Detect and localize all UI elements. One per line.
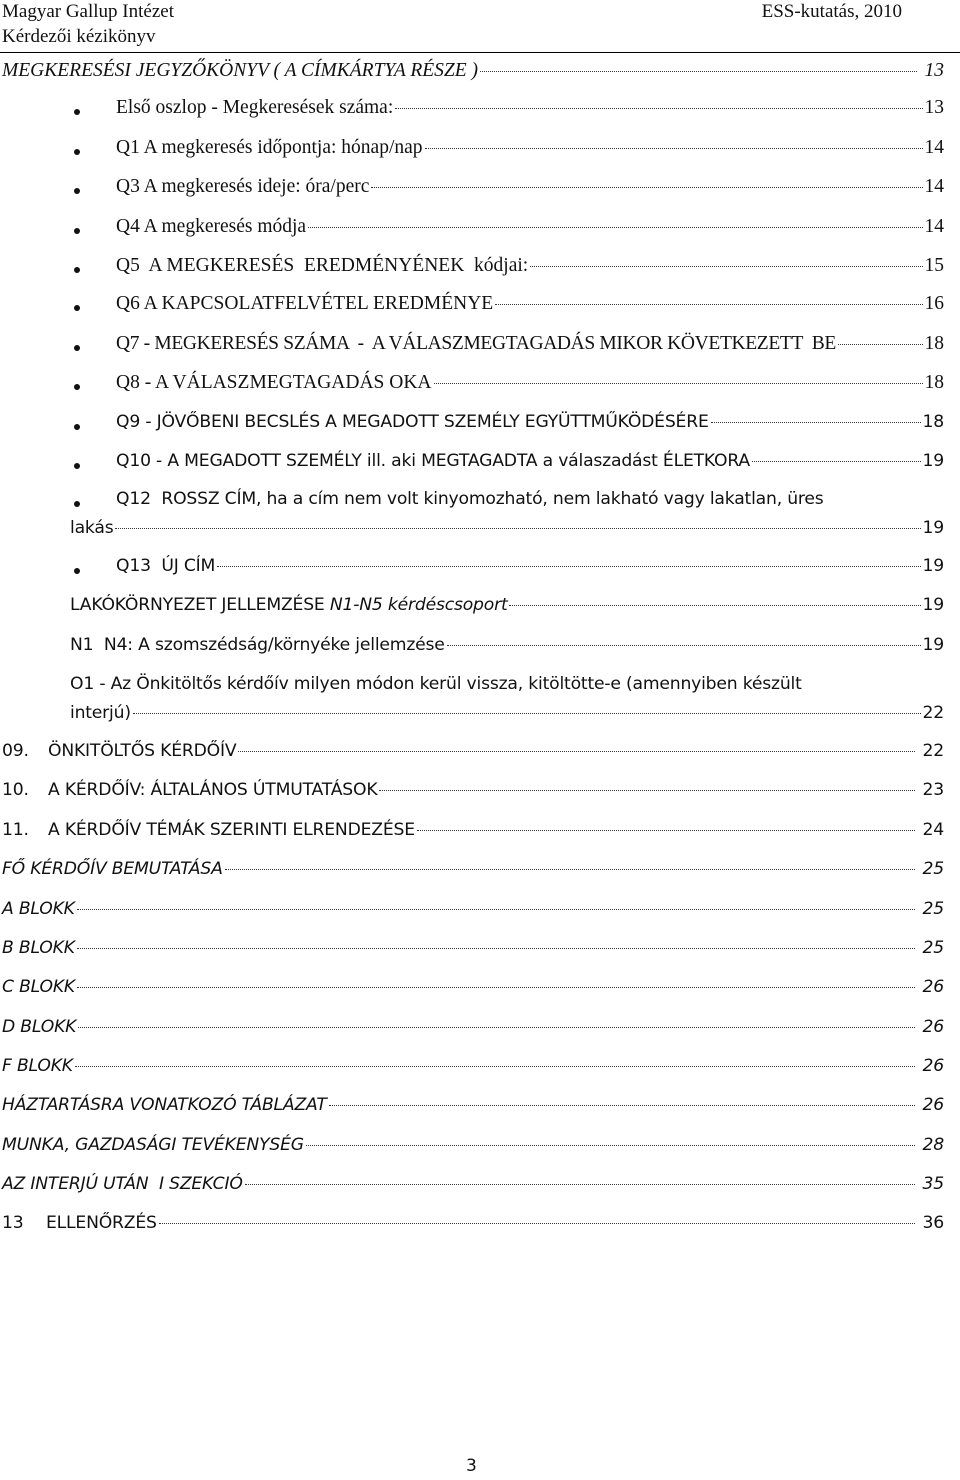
toc-page-number: 18 bbox=[924, 333, 944, 354]
bullet-icon bbox=[74, 424, 80, 430]
toc-entry[interactable] bbox=[116, 255, 944, 277]
toc-page-number: 14 bbox=[924, 137, 944, 158]
toc-entry[interactable] bbox=[2, 1017, 944, 1037]
toc-entry-title: Q4 A megkeresés módja bbox=[116, 216, 307, 237]
bullet-icon bbox=[74, 384, 80, 390]
toc-entry[interactable] bbox=[116, 556, 944, 576]
toc-page-number: 26 bbox=[922, 1017, 944, 1037]
toc-entry[interactable] bbox=[116, 97, 944, 119]
toc-entry-title: Q13 ÚJ CÍM bbox=[116, 556, 216, 576]
toc-entry[interactable] bbox=[2, 859, 944, 879]
toc-entry[interactable] bbox=[70, 595, 944, 615]
toc-leader bbox=[306, 1145, 915, 1146]
toc-leader bbox=[530, 266, 922, 267]
toc-entry-title: HÁZTARTÁSRA VONATKOZÓ TÁBLÁZAT bbox=[2, 1095, 327, 1115]
bullet-icon bbox=[74, 345, 80, 351]
toc-leader bbox=[308, 227, 922, 228]
toc-leader bbox=[133, 713, 921, 714]
page-number: 3 bbox=[466, 1456, 477, 1476]
toc-page-number: 26 bbox=[922, 1095, 944, 1115]
toc-page-number: 23 bbox=[922, 780, 944, 800]
toc-entry-title: F BLOKK bbox=[2, 1056, 73, 1076]
toc-entry-title: A KÉRDŐÍV TÉMÁK SZERINTI ELRENDEZÉSE bbox=[48, 820, 415, 840]
bullet-icon bbox=[74, 501, 80, 507]
toc-leader bbox=[225, 869, 915, 870]
toc-page-number: 24 bbox=[922, 820, 944, 840]
toc-page-number: 15 bbox=[924, 255, 944, 276]
toc-page-number: 22 bbox=[922, 741, 944, 761]
toc-page-number: 26 bbox=[922, 1056, 944, 1076]
toc-entry[interactable] bbox=[2, 820, 944, 840]
toc-entry-title: A BLOKK bbox=[2, 899, 75, 919]
toc-entry[interactable] bbox=[2, 1095, 944, 1115]
toc-entry-title: MEGKERESÉSI JEGYZŐKÖNYV ( A CÍMKÁRTYA RÉSZE ) bbox=[2, 60, 479, 81]
toc-leader bbox=[159, 1223, 915, 1224]
toc-entry[interactable] bbox=[2, 741, 944, 761]
bullet-icon bbox=[74, 188, 80, 194]
bullet-icon bbox=[74, 568, 80, 574]
toc-leader bbox=[495, 304, 922, 305]
toc-entry[interactable] bbox=[70, 518, 944, 538]
toc-entry-title: A KÉRDŐÍV: ÁLTALÁNOS ÚTMUTATÁSOK bbox=[48, 780, 378, 800]
toc-entry-title-main: LAKÓKÖRNYEZET JELLEMZÉSE bbox=[70, 595, 330, 615]
toc-entry-title-line2: interjú) bbox=[70, 703, 131, 723]
toc-entry-title: C BLOKK bbox=[2, 977, 75, 997]
toc-entry[interactable] bbox=[2, 1213, 944, 1233]
toc-leader bbox=[752, 461, 921, 462]
toc-leader bbox=[425, 148, 923, 149]
toc-leader bbox=[245, 1184, 915, 1185]
toc-entry[interactable] bbox=[2, 1174, 944, 1194]
toc-entry-number: 09. bbox=[2, 741, 29, 761]
bullet-icon bbox=[74, 149, 80, 155]
toc-entry[interactable] bbox=[116, 412, 944, 432]
header-organization: Magyar Gallup Intézet bbox=[2, 1, 174, 22]
toc-entry-title: ELLENŐRZÉS bbox=[46, 1213, 157, 1233]
page-header bbox=[0, 0, 960, 24]
toc-entry-title-line1: O1 - Az Önkitöltős kérdőív milyen módon kerül vissza, kitöltötte-e (amennyiben készült bbox=[70, 674, 802, 694]
toc-entry-title-line1: Q12 ROSSZ CÍM, ha a cím nem volt kinyomozható, nem lakható vagy lakatlan, üres bbox=[116, 489, 824, 509]
toc-entry-title: AZ INTERJÚ UTÁN I SZEKCIÓ bbox=[2, 1174, 243, 1194]
toc-page-number: 14 bbox=[924, 216, 944, 237]
toc-entry-title: Q10 - A MEGADOTT SZEMÉLY ill. aki MEGTAGADTA a válaszadást ÉLETKORA bbox=[116, 451, 750, 471]
toc-entry-title: Q8 - A VÁLASZMEGTAGADÁS OKA bbox=[116, 372, 432, 393]
toc-page-number: 19 bbox=[922, 635, 944, 655]
toc-leader bbox=[371, 187, 922, 188]
toc-page-number: 16 bbox=[924, 293, 944, 314]
toc-page-number: 19 bbox=[922, 518, 944, 538]
toc-entry-title: MUNKA, GAZDASÁGI TEVÉKENYSÉG bbox=[2, 1135, 304, 1155]
bullet-icon bbox=[74, 109, 80, 115]
header-subtitle: Kérdezői kézikönyv bbox=[2, 26, 156, 47]
toc-page-number: 35 bbox=[922, 1174, 944, 1194]
toc-leader bbox=[711, 422, 921, 423]
toc-entry[interactable] bbox=[2, 938, 944, 958]
toc-entry[interactable] bbox=[116, 333, 944, 355]
toc-leader bbox=[395, 108, 922, 109]
header-project: ESS-kutatás, 2010 bbox=[761, 1, 902, 22]
bullet-icon bbox=[74, 463, 80, 469]
toc-page-number: 25 bbox=[922, 938, 944, 958]
toc-leader bbox=[217, 566, 920, 567]
toc-entry-title: Q1 A megkeresés időpontja: hónap/nap bbox=[116, 137, 423, 158]
bullet-icon bbox=[74, 267, 80, 273]
toc-leader bbox=[434, 383, 923, 384]
toc-entry[interactable] bbox=[116, 176, 944, 198]
toc-leader bbox=[447, 645, 921, 646]
toc-entry[interactable] bbox=[116, 451, 944, 471]
toc-entry[interactable] bbox=[2, 1135, 944, 1155]
bullet-icon bbox=[74, 228, 80, 234]
toc-leader bbox=[417, 830, 915, 831]
toc-entry[interactable] bbox=[2, 780, 944, 800]
toc-page-number: 36 bbox=[922, 1213, 944, 1233]
toc-entry-number: 13 bbox=[2, 1213, 24, 1233]
toc-page-number: 22 bbox=[922, 703, 944, 723]
toc-entry-title: FŐ KÉRDŐÍV BEMUTATÁSA bbox=[2, 859, 223, 879]
toc-entry-title bbox=[70, 595, 507, 615]
toc-leader bbox=[480, 71, 916, 72]
toc-entry-title: B BLOKK bbox=[2, 938, 75, 958]
toc-entry[interactable] bbox=[116, 137, 944, 159]
toc-entry[interactable] bbox=[116, 293, 944, 315]
toc-entry[interactable] bbox=[2, 977, 944, 997]
toc-entry[interactable] bbox=[116, 216, 944, 238]
toc-page-number: 18 bbox=[922, 412, 944, 432]
toc-leader bbox=[77, 909, 915, 910]
toc-entry[interactable] bbox=[2, 899, 944, 919]
toc-entry-title: Q7 - MEGKERESÉS SZÁMA - A VÁLASZMEGTAGADÁS MIKOR KÖVETKEZETT BE bbox=[116, 333, 836, 354]
bullet-icon bbox=[74, 305, 80, 311]
toc-page-number: 25 bbox=[922, 899, 944, 919]
toc-leader bbox=[329, 1105, 915, 1106]
toc-entry-number: 10. bbox=[2, 780, 29, 800]
toc-entry-title: Q5 A MEGKERESÉS EREDMÉNYÉNEK kódjai: bbox=[116, 255, 529, 276]
toc-page-number: 13 bbox=[924, 97, 944, 118]
toc-entry[interactable] bbox=[70, 635, 944, 655]
toc-entry-title: ÖNKITÖLTŐS KÉRDŐÍV bbox=[48, 741, 237, 761]
toc-page-number: 19 bbox=[922, 451, 944, 471]
toc-page-number: 19 bbox=[922, 556, 944, 576]
toc-page-number: 13 bbox=[924, 60, 944, 81]
header-rule bbox=[0, 52, 960, 53]
toc-page-number: 18 bbox=[924, 372, 944, 393]
toc-entry-title: Q6 A KAPCSOLATFELVÉTEL EREDMÉNYE bbox=[116, 293, 494, 314]
toc-leader bbox=[75, 1066, 915, 1067]
toc-leader bbox=[115, 528, 920, 529]
toc-entry-number: 11. bbox=[2, 820, 29, 840]
toc-page-number: 14 bbox=[924, 176, 944, 197]
toc-leader bbox=[838, 344, 923, 345]
toc-leader bbox=[77, 948, 915, 949]
toc-leader bbox=[77, 987, 915, 988]
toc-leader bbox=[78, 1027, 914, 1028]
toc-leader bbox=[509, 605, 920, 606]
toc-page-number: 25 bbox=[922, 859, 944, 879]
toc-entry-title: Q3 A megkeresés ideje: óra/perc bbox=[116, 176, 370, 197]
toc-entry-title-italic: N1-N5 kérdéscsoport bbox=[329, 595, 508, 615]
toc-entry[interactable] bbox=[2, 1056, 944, 1076]
toc-page-number: 19 bbox=[922, 595, 944, 615]
toc-entry[interactable] bbox=[70, 703, 944, 723]
toc-entry-title: Q9 - JÖVŐBENI BECSLÉS A MEGADOTT SZEMÉLY EGYÜTTMŰKÖDÉSÉRE bbox=[116, 412, 709, 432]
toc-entry-title-line2: lakás bbox=[70, 518, 114, 538]
toc-entry-title: D BLOKK bbox=[2, 1017, 77, 1037]
toc-page-number: 26 bbox=[922, 977, 944, 997]
toc-entry[interactable] bbox=[2, 60, 944, 82]
toc-leader bbox=[238, 751, 914, 752]
toc-entry[interactable] bbox=[116, 372, 944, 394]
toc-entry-title: N1 N4: A szomszédság/környéke jellemzése bbox=[70, 635, 445, 655]
toc-leader bbox=[379, 790, 914, 791]
toc-page-number: 28 bbox=[922, 1135, 944, 1155]
toc-entry-title: Első oszlop - Megkeresések száma: bbox=[116, 97, 394, 118]
